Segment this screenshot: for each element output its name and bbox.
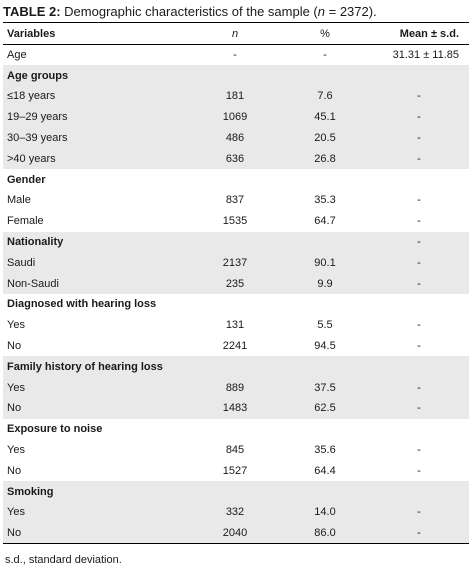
row-n: 837 — [225, 194, 245, 207]
row-mean-sd — [369, 294, 469, 315]
row-percent: 35.3 — [314, 194, 336, 207]
table-row — [3, 148, 469, 169]
table-group-row — [3, 294, 469, 315]
row-n — [189, 419, 281, 440]
row-label: Age groups — [3, 65, 189, 86]
row-label: Non-Saudi — [3, 273, 189, 294]
table-row — [3, 107, 469, 128]
row-percent: 26.8 — [281, 148, 369, 169]
row-mean-sd — [369, 356, 469, 377]
header-percent: % — [281, 23, 369, 45]
row-label: No — [3, 523, 189, 544]
row-n: 1069 — [189, 107, 281, 128]
row-label: Yes — [3, 377, 189, 398]
row-percent: 62.5 — [281, 398, 369, 419]
row-label: Gender — [7, 173, 46, 186]
table-header-row — [3, 23, 469, 45]
row-percent: 20.5 — [281, 128, 369, 149]
row-mean-sd: - — [369, 377, 469, 398]
row-mean-sd: - — [369, 148, 469, 169]
row-label: 19–29 years — [3, 107, 189, 128]
row-percent: 5.5 — [317, 319, 333, 332]
row-label: ≤18 years — [3, 86, 189, 107]
row-percent — [281, 65, 369, 86]
row-mean-sd: 31.31 ± 11.85 — [392, 49, 459, 62]
demographics-table — [3, 22, 469, 544]
row-n: 235 — [189, 273, 281, 294]
row-percent: 64.7 — [314, 215, 336, 228]
row-n — [189, 232, 281, 253]
row-percent: 14.0 — [281, 502, 369, 523]
table-group-row — [3, 232, 469, 253]
row-percent: - — [323, 49, 327, 62]
row-mean-sd — [369, 481, 469, 502]
table-group-row — [3, 481, 469, 502]
row-n — [189, 481, 281, 502]
row-label: Male — [7, 194, 31, 207]
table-row — [3, 502, 469, 523]
row-n: 2137 — [189, 252, 281, 273]
row-n: - — [233, 49, 237, 62]
caption-text-end: = 2372). — [325, 4, 377, 19]
header-variables: Variables — [3, 23, 189, 45]
row-label: Family history of hearing loss — [3, 356, 189, 377]
row-label: No — [7, 340, 22, 353]
row-label: Yes — [3, 502, 189, 523]
row-n — [189, 65, 281, 86]
row-mean-sd — [369, 169, 469, 190]
row-percent: 35.6 — [314, 444, 336, 457]
row-n: 181 — [189, 86, 281, 107]
row-label: No — [7, 464, 22, 477]
row-label: Diagnosed with hearing loss — [7, 298, 157, 311]
row-mean-sd — [369, 419, 469, 440]
row-label: Nationality — [3, 232, 189, 253]
table-footnote: s.d., standard deviation. — [5, 554, 122, 567]
row-label: 30–39 years — [3, 128, 189, 149]
table-row — [3, 86, 469, 107]
row-n: 1535 — [222, 215, 248, 228]
row-label: No — [3, 398, 189, 419]
row-label: Exposure to noise — [7, 423, 103, 436]
row-percent: 90.1 — [281, 252, 369, 273]
table-group-row — [3, 419, 469, 440]
row-percent — [281, 356, 369, 377]
table-row — [3, 128, 469, 149]
header-mean-sd: Mean ± s.d. — [369, 23, 469, 45]
row-mean-sd — [369, 65, 469, 86]
row-percent — [281, 232, 369, 253]
table-row — [3, 273, 469, 294]
row-mean-sd: - — [417, 319, 421, 332]
row-n: 889 — [189, 377, 281, 398]
row-label: Age — [7, 49, 27, 62]
row-mean-sd: - — [369, 252, 469, 273]
row-percent — [281, 481, 369, 502]
row-percent: 86.0 — [281, 523, 369, 544]
table-row — [3, 190, 469, 211]
row-percent: 45.1 — [281, 107, 369, 128]
row-label: Yes — [7, 444, 25, 457]
table-row — [3, 336, 469, 357]
table-caption — [3, 3, 471, 22]
row-label: Saudi — [3, 252, 189, 273]
row-percent — [281, 419, 369, 440]
row-mean-sd: - — [369, 86, 469, 107]
row-percent — [281, 294, 369, 315]
row-percent: 94.5 — [314, 340, 336, 353]
row-n: 636 — [189, 148, 281, 169]
row-mean-sd: - — [417, 194, 421, 207]
row-percent: 37.5 — [281, 377, 369, 398]
row-n — [189, 169, 281, 190]
row-percent: 64.4 — [314, 464, 336, 477]
table-figure — [3, 0, 471, 566]
row-n: 486 — [189, 128, 281, 149]
row-n: 2241 — [222, 340, 248, 353]
row-label: Female — [7, 215, 44, 228]
row-mean-sd: - — [369, 523, 469, 544]
row-mean-sd: - — [417, 444, 421, 457]
table-group-row — [3, 65, 469, 86]
row-mean-sd: - — [369, 128, 469, 149]
table-row — [3, 523, 469, 544]
table-row — [3, 460, 469, 481]
row-n: 332 — [189, 502, 281, 523]
table-group-row — [3, 356, 469, 377]
row-n: 2040 — [189, 523, 281, 544]
caption-label: TABLE 2: — [3, 4, 61, 19]
row-mean-sd: - — [369, 398, 469, 419]
table-row — [3, 252, 469, 273]
table-row — [3, 315, 469, 336]
table-row — [3, 377, 469, 398]
row-mean-sd: - — [417, 340, 421, 353]
row-percent — [281, 169, 369, 190]
table-row — [3, 440, 469, 461]
table-row — [3, 398, 469, 419]
row-mean-sd: - — [369, 502, 469, 523]
table-body — [3, 45, 469, 544]
row-label: Smoking — [3, 481, 189, 502]
caption-text: Demographic characteristics of the sample ( — [60, 4, 318, 19]
row-percent: 9.9 — [281, 273, 369, 294]
row-mean-sd: - — [417, 464, 421, 477]
row-label: >40 years — [3, 148, 189, 169]
table-group-row — [3, 169, 469, 190]
row-mean-sd: - — [369, 107, 469, 128]
row-percent: 7.6 — [281, 86, 369, 107]
row-n: 845 — [225, 444, 245, 457]
table-row — [3, 211, 469, 232]
header-n: n — [189, 23, 281, 45]
row-n — [189, 294, 281, 315]
row-n: 1483 — [189, 398, 281, 419]
row-mean-sd: - — [369, 232, 469, 253]
table-row — [3, 45, 469, 66]
row-mean-sd: - — [369, 273, 469, 294]
row-label: Yes — [7, 319, 25, 332]
row-n: 131 — [225, 319, 245, 332]
caption-n-symbol: n — [317, 4, 325, 19]
row-n: 1527 — [222, 464, 248, 477]
row-n — [189, 356, 281, 377]
row-mean-sd: - — [417, 215, 421, 228]
